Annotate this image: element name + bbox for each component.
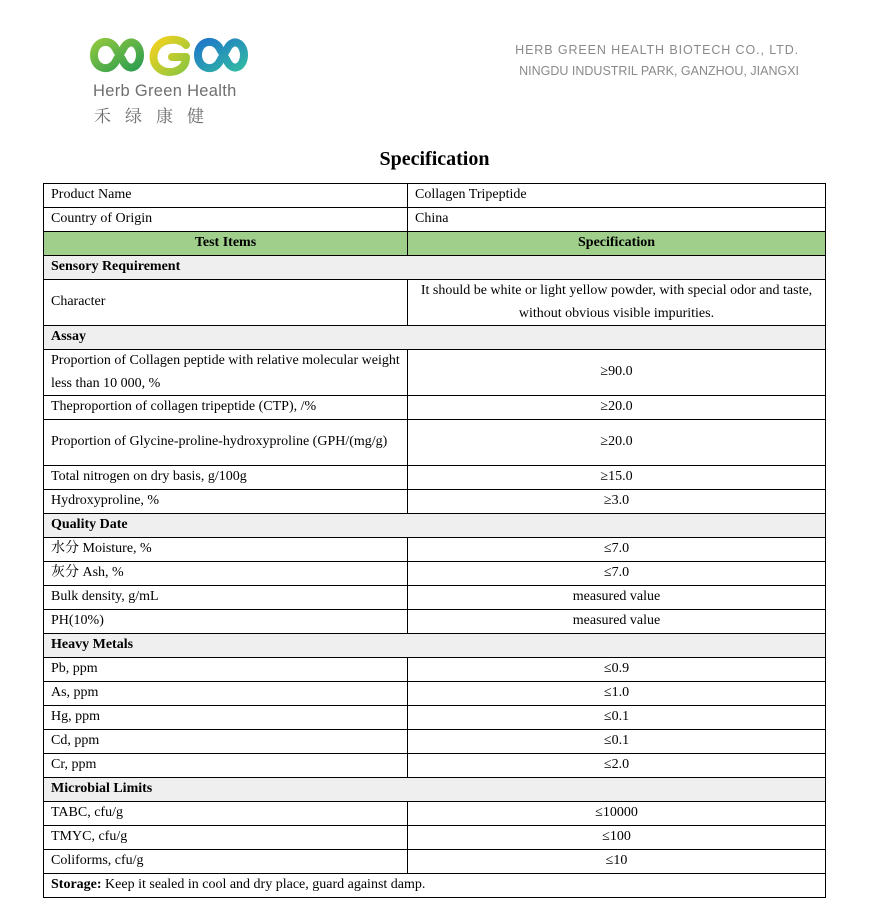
test-item: 灰分 Ash, % <box>44 562 408 586</box>
table-row <box>44 466 826 490</box>
test-item: As, ppm <box>44 682 408 706</box>
test-item: Total nitrogen on dry basis, g/100g <box>44 466 408 490</box>
product-name-value: Collagen Tripeptide <box>408 184 826 208</box>
column-header-test-items: Test Items <box>44 232 408 256</box>
test-item: Proportion of Glycine-proline-hydroxyproline (GPH/(mg/g) <box>44 420 408 466</box>
table-row <box>44 538 826 562</box>
storage-text: Keep it sealed in cool and dry place, guard against damp. <box>101 877 426 893</box>
spec-value: ≤0.1 <box>408 706 826 730</box>
spec-value: ≥20.0 <box>408 396 826 420</box>
test-item: Theproportion of collagen tripeptide (CTP), /% <box>44 396 408 420</box>
country-value: China <box>408 208 826 232</box>
test-item: Cr, ppm <box>44 754 408 778</box>
section-header-row <box>44 326 826 350</box>
country-label: Country of Origin <box>44 208 408 232</box>
storage-note <box>44 874 826 898</box>
table-row <box>44 350 826 396</box>
spec-value: ≥90.0 <box>408 350 826 396</box>
spec-value: ≤10 <box>408 850 826 874</box>
table-row <box>44 184 826 208</box>
spec-value: ≤0.9 <box>408 658 826 682</box>
test-item: 水分 Moisture, % <box>44 538 408 562</box>
table-row <box>44 208 826 232</box>
table-row <box>44 280 826 326</box>
table-row <box>44 610 826 634</box>
test-item: TABC, cfu/g <box>44 802 408 826</box>
section-header-row <box>44 634 826 658</box>
table-row <box>44 682 826 706</box>
section-title: Sensory Requirement <box>44 256 826 280</box>
spec-value: ≥15.0 <box>408 466 826 490</box>
specification-table <box>43 183 826 898</box>
table-row <box>44 826 826 850</box>
spec-value: ≥20.0 <box>408 420 826 466</box>
storage-label: Storage: <box>51 877 102 893</box>
test-item: Coliforms, cfu/g <box>44 850 408 874</box>
test-item: Hydroxyproline, % <box>44 490 408 514</box>
logo-mark-icon <box>88 33 248 77</box>
spec-value: ≤100 <box>408 826 826 850</box>
table-row <box>44 396 826 420</box>
company-info <box>515 40 799 82</box>
company-name: HERB GREEN HEALTH BIOTECH CO., LTD. <box>515 43 799 57</box>
test-item: Cd, ppm <box>44 730 408 754</box>
logo-text-en: Herb Green Health <box>93 82 237 100</box>
table-row <box>44 586 826 610</box>
spec-value: ≤7.0 <box>408 562 826 586</box>
spec-value: It should be white or light yellow powder, with special odor and taste, without obvious visible impurities. <box>408 280 826 326</box>
test-item: Bulk density, g/mL <box>44 586 408 610</box>
test-item: Hg, ppm <box>44 706 408 730</box>
table-row <box>44 730 826 754</box>
section-title: Heavy Metals <box>44 634 826 658</box>
table-row <box>44 490 826 514</box>
table-row <box>44 420 826 466</box>
spec-value: ≤2.0 <box>408 754 826 778</box>
spec-value: measured value <box>408 610 826 634</box>
table-row <box>44 658 826 682</box>
spec-value: ≥3.0 <box>408 490 826 514</box>
section-header-row <box>44 778 826 802</box>
logo-text-cn: 禾绿康健 <box>94 107 218 127</box>
spec-value: ≤7.0 <box>408 538 826 562</box>
table-row <box>44 850 826 874</box>
spec-value: ≤0.1 <box>408 730 826 754</box>
spec-value: ≤1.0 <box>408 682 826 706</box>
storage-row <box>44 874 826 898</box>
spec-value: ≤10000 <box>408 802 826 826</box>
table-row <box>44 802 826 826</box>
column-header-row <box>44 232 826 256</box>
company-address: NINGDU INDUSTRIL PARK, GANZHOU, JIANGXI <box>519 64 799 78</box>
section-title: Assay <box>44 326 826 350</box>
test-item: Character <box>44 280 408 326</box>
column-header-specification: Specification <box>408 232 826 256</box>
table-row <box>44 562 826 586</box>
test-item: TMYC, cfu/g <box>44 826 408 850</box>
page-title: Specification <box>379 148 490 170</box>
table-row <box>44 706 826 730</box>
test-item: PH(10%) <box>44 610 408 634</box>
company-logo <box>88 33 248 125</box>
spec-value: measured value <box>408 586 826 610</box>
section-title: Quality Date <box>44 514 826 538</box>
table-row <box>44 754 826 778</box>
test-item: Proportion of Collagen peptide with relative molecular weight less than 10 000, % <box>44 350 408 396</box>
section-header-row <box>44 256 826 280</box>
test-item: Pb, ppm <box>44 658 408 682</box>
product-name-label: Product Name <box>44 184 408 208</box>
section-header-row <box>44 514 826 538</box>
section-title: Microbial Limits <box>44 778 826 802</box>
